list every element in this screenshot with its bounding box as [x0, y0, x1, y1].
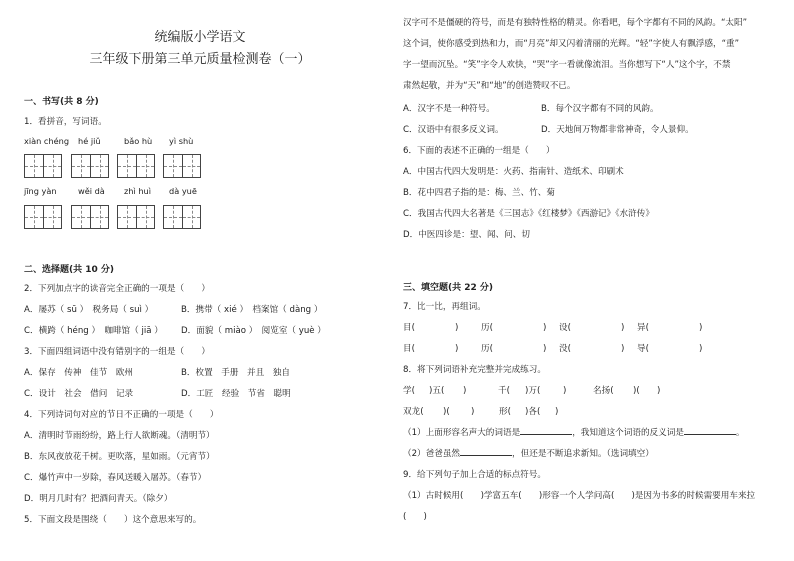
section-3-heading: 三、填空题(共 22 分) — [403, 283, 494, 293]
question-3: 3．下面四组词语中没有错别字的一组是（ ） — [24, 347, 210, 357]
q8-sub-1-text-c: 。 — [735, 428, 745, 438]
q2-option-b: B．携带（ xié ） 档案馆（ dàng ） — [181, 305, 323, 315]
q8-sub-2 — [403, 448, 654, 460]
question-5: 5．下面文段是围绕（ ）这个意思来写的。 — [24, 515, 202, 525]
q3-option-d: D．工匠 经验 节省 聪明 — [181, 389, 291, 399]
question-2: 2．下列加点字的读音完全正确的一项是（ ） — [24, 284, 210, 294]
writing-grid-8[interactable] — [163, 205, 201, 229]
q3-option-a: A．保存 传神 佳节 欧州 — [24, 368, 134, 378]
q7-yi-close: ) — [699, 323, 703, 333]
q6-option-b: B．花中四君子指的是：梅、兰、竹、菊 — [403, 188, 555, 198]
question-1: 1．看拼音，写词语。 — [24, 117, 107, 127]
q8-sub-1-blank-a[interactable] — [520, 434, 572, 435]
q8-xing: 形( — [499, 407, 511, 417]
question-4: 4．下列诗词句对应的节日不正确的一项是（ ） — [24, 410, 219, 420]
q8-xue: 学( — [403, 386, 415, 396]
q5-option-d: D．天地间万物都非常神奇，令人景仰。 — [541, 125, 694, 135]
q7-mu-close: ) — [455, 323, 459, 333]
q8-shuanglong-mid: )( — [443, 407, 450, 417]
passage-line-4: 肃然起敬，并为“天”和“地”的创造赞叹不已。 — [403, 81, 576, 91]
q7-mei-close: ) — [621, 344, 625, 354]
q7-yi-open: 异( — [637, 323, 649, 333]
q2-option-c: C．横跨（ héng ） 咖啡馆（ jiā ） — [24, 326, 163, 336]
q5-option-a: A．汉字不是一种符号。 — [403, 104, 495, 114]
q6-option-c: C．我国古代四大名著是《三国志》《红楼梦》《西游记》《水浒传》 — [403, 209, 654, 219]
q7-li2-open: 历( — [481, 344, 493, 354]
passage-line-3: 字一望而沉坠。“笑”字令人欢快，“哭”字一看就像流泪。当你想写下“人”这个字，不禁 — [403, 60, 731, 70]
q8-wu-close: ) — [463, 386, 467, 396]
q2-option-a: A．屡苏（ sū ） 税务局（ suì ） — [24, 305, 154, 315]
pinyin-xian-cheng: xiàn chéng — [24, 136, 70, 146]
pinyin-he-jiu: hé jiǔ — [78, 136, 101, 146]
q5-option-c: C．汉语中有很多反义词。 — [403, 125, 504, 135]
q7-she-open: 设( — [559, 323, 571, 333]
q8-mingyang: 名扬( — [593, 386, 614, 396]
passage-line-2: 这个词，使你感受到热和力，而“月亮”却又闪着清丽的光辉。“轻”字使人有飘浮感，“重” — [403, 39, 740, 49]
q8-wu: )五( — [429, 386, 445, 396]
q4-option-c: C．爆竹声中一岁除，春风送暖入屠苏。（春节） — [24, 473, 207, 483]
q8-sub-1-blank-b[interactable] — [684, 434, 736, 435]
pinyin-jing-yan: jīng yàn — [24, 186, 57, 196]
writing-grid-5[interactable] — [24, 205, 62, 229]
q8-sub-2-text-b: ，但还是不断追求新知。（选词填空） — [512, 449, 654, 459]
q8-ge-close: ) — [555, 407, 559, 417]
writing-grid-1[interactable] — [24, 154, 62, 178]
q7-mu-open: 目( — [403, 323, 415, 333]
q8-wan-close: ) — [563, 386, 567, 396]
writing-grid-4[interactable] — [163, 154, 201, 178]
q8-sub-1-text-a: （1）上面形容名声大的词语是 — [403, 428, 521, 438]
pinyin-wei-da: wěi dà — [78, 186, 105, 196]
q7-mei-open: 没( — [559, 344, 571, 354]
q7-li-open: 历( — [481, 323, 493, 333]
title-line-1: 统编版小学语文 — [154, 30, 246, 45]
q7-dao-open: 导( — [637, 344, 649, 354]
q7-li-close: ) — [543, 323, 547, 333]
q7-mu2-close: ) — [455, 344, 459, 354]
q8-mingyang-close: ) — [657, 386, 661, 396]
question-6: 6．下面的表述不正确的一组是（ ） — [403, 146, 555, 156]
q8-sub-1 — [403, 427, 745, 439]
pinyin-bao-hu: bǎo hù — [124, 136, 153, 146]
q6-option-a: A．中国古代四大发明是：火药、指南针、造纸术、印刷术 — [403, 167, 624, 177]
q9-sub-1-end: ( ) — [403, 512, 427, 522]
q8-sub-2-text-a: （2）爸爸虽然 — [403, 449, 461, 459]
q6-option-d: D．中医四诊是：望、闻、问、切 — [403, 230, 530, 240]
writing-grid-3[interactable] — [117, 154, 155, 178]
q8-ge: )各( — [525, 407, 541, 417]
q8-shuanglong: 双龙( — [403, 407, 424, 417]
pinyin-yi-shu: yì shù — [169, 136, 194, 146]
q4-option-b: B．东风夜放花千树。更吹落，星如雨。（元宵节） — [24, 452, 215, 462]
writing-grid-7[interactable] — [117, 205, 155, 229]
q8-qian: 千( — [498, 386, 510, 396]
q3-option-c: C．设计 社会 借问 记录 — [24, 389, 134, 399]
question-7: 7．比一比，再组词。 — [403, 302, 486, 312]
writing-grid-2[interactable] — [71, 154, 109, 178]
q4-option-d: D．明月几时有？把酒问青天。（除夕） — [24, 494, 173, 504]
question-8: 8．将下列词语补充完整并完成练习。 — [403, 365, 546, 375]
pinyin-zhi-hui: zhì huì — [124, 186, 152, 196]
q8-sub-2-blank[interactable] — [460, 455, 512, 456]
q5-option-b: B．每个汉字都有不同的风韵。 — [541, 104, 659, 114]
q7-mu2-open: 目( — [403, 344, 415, 354]
q7-li2-close: ) — [543, 344, 547, 354]
question-9: 9．给下列句子加上合适的标点符号。 — [403, 470, 546, 480]
passage-line-1: 汉字可不是僵硬的符号，而是有独特性格的精灵。你看吧，每个字都有不同的风韵。“太阳” — [403, 18, 748, 28]
pinyin-da-yue: dà yuē — [169, 186, 197, 196]
q8-wan: )万( — [525, 386, 541, 396]
q9-sub-1: （1）古时候用( )学富五车( )形容一个人学问高( )是因为书多的时候需要用车来拉 — [403, 491, 756, 501]
q2-option-d: D．面貌（ miào ） 阅览室（ yuè ） — [181, 326, 326, 336]
q7-she-close: ) — [621, 323, 625, 333]
section-1-heading: 一、书写(共 8 分) — [24, 97, 99, 107]
q4-option-a: A．清明时节雨纷纷，路上行人欲断魂。（清明节） — [24, 431, 215, 441]
q7-dao-close: ) — [699, 344, 703, 354]
writing-grid-6[interactable] — [71, 205, 109, 229]
q8-sub-1-text-b: ，我知道这个词语的反义词是 — [572, 428, 684, 438]
q3-option-b: B．枚置 手册 并且 独自 — [181, 368, 291, 378]
q8-mingyang-mid: )( — [633, 386, 640, 396]
section-2-heading: 二、选择题(共 10 分) — [24, 265, 115, 275]
q8-shuanglong-close: ) — [471, 407, 475, 417]
title-line-2: 三年级下册第三单元质量检测卷（一） — [89, 52, 311, 67]
